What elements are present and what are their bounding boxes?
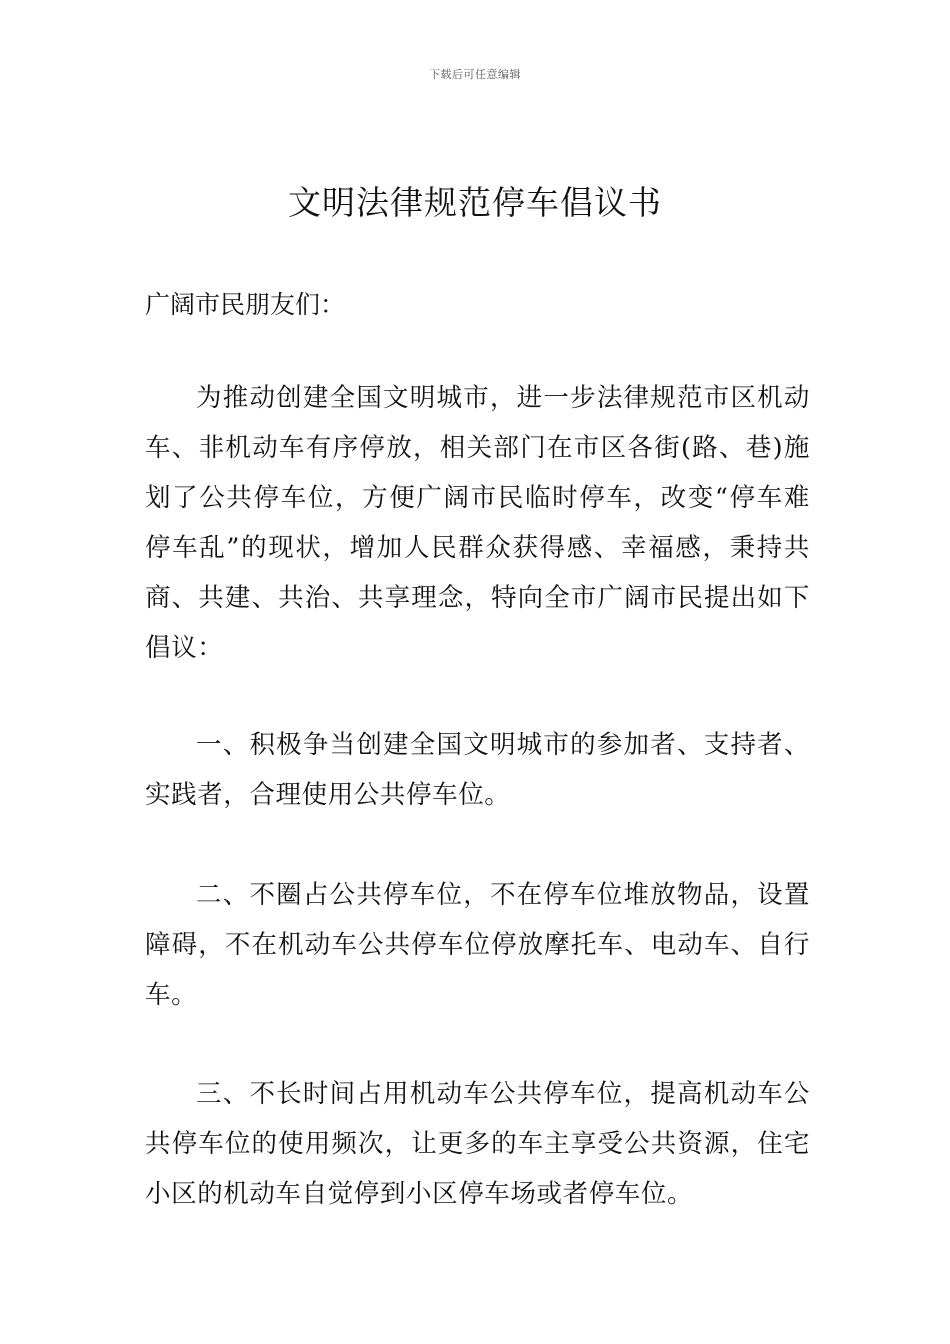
document-title: 文明法律规范停车倡议书 xyxy=(288,183,662,222)
intro-paragraph: 为推动创建全国文明城市，进一步法律规范市区机动车、非机动车有序停放，相关部门在市区各街(路、巷)施划了公共停车位，方便广阔市民临时停车，改变“停车难停车乱”的现状，增加人民群众获得感、幸福感，秉持共商、共建、共治、共享理念，特向全市广阔市民提出如下倡议： xyxy=(145,383,810,663)
proposal-item-2: 二、不圈占公共停车位，不在停车位堆放物品，设置障碍，不在机动车公共停车位停放摩托车、电动车、自行车。 xyxy=(145,880,810,1010)
salutation: 广阔市民朋友们： xyxy=(145,290,346,319)
header-note: 下载后可任意编辑 xyxy=(429,68,521,81)
proposal-item-1: 一、积极争当创建全国文明城市的参加者、支持者、实践者，合理使用公共停车位。 xyxy=(145,730,810,810)
proposal-item-3: 三、不长时间占用机动车公共停车位，提高机动车公共停车位的使用频次，让更多的车主享受公共资源，住宅小区的机动车自觉停到小区停车场或者停车位。 xyxy=(145,1079,810,1209)
